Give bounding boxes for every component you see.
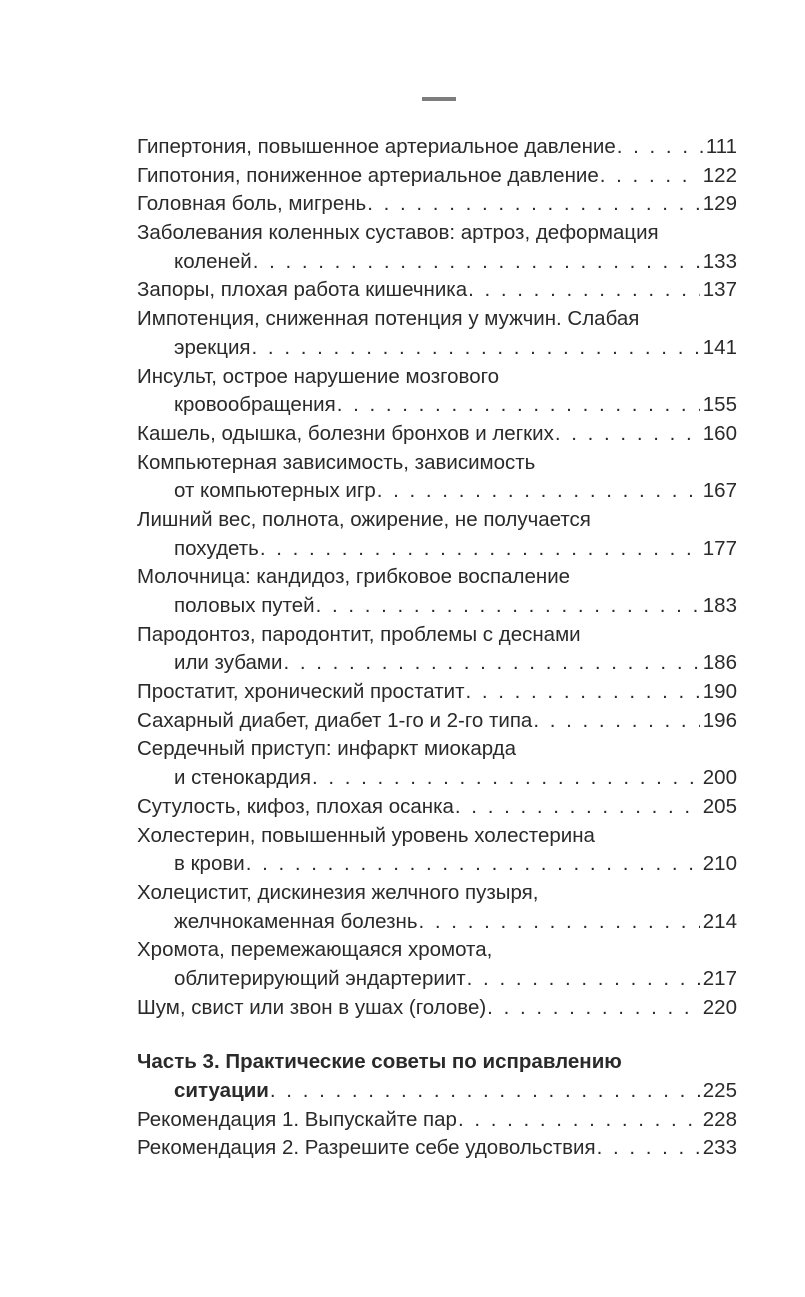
dot-leader: [312, 764, 700, 793]
toc-entry: [137, 506, 737, 535]
toc-entry: [137, 391, 737, 420]
toc-entry-page: 225: [702, 1079, 737, 1102]
toc-entry: [137, 477, 737, 506]
toc-entry-text: эрекция: [174, 335, 251, 359]
toc-entry-page: 186: [702, 651, 737, 675]
section-divider-dash-icon: [422, 97, 456, 101]
toc-entry: [137, 219, 737, 248]
toc-entry-page: 137: [702, 278, 737, 302]
toc-entry-text: Головная боль, мигрень: [137, 192, 367, 216]
toc-entry-text: Импотенция, сниженная потенция у мужчин. Слабая: [137, 307, 640, 331]
toc-entry: [137, 162, 737, 191]
toc-entry: [137, 1134, 737, 1163]
toc-entry-text: половых путей: [174, 594, 315, 617]
toc-entry-text: Простатит, хронический простатит: [137, 680, 465, 704]
toc-entry: [137, 363, 737, 392]
toc-entry-page: 200: [702, 766, 737, 790]
toc-entry: [137, 793, 737, 822]
toc-entry-text: Молочница: кандидоз, грибковое воспаление: [137, 565, 571, 589]
toc-entry: [137, 563, 737, 592]
toc-entry-text: облитерирующий эндартериит: [174, 966, 466, 990]
toc-entry-text: Сахарный диабет, диабет 1-го и 2-го типа: [137, 708, 533, 732]
toc-entry: [137, 449, 737, 478]
toc-entry-text: Гипертония, повышенное артериальное давление: [137, 135, 616, 158]
dot-leader: [600, 162, 700, 191]
toc-entry: [137, 850, 737, 879]
toc-entry: [137, 735, 737, 764]
toc-entry: [137, 305, 737, 334]
toc-entry-text: и стенокардия: [174, 766, 311, 790]
dot-leader: [597, 1134, 700, 1163]
dot-leader: [337, 391, 700, 420]
toc-entry-page: 141: [702, 335, 737, 359]
toc-entry-text: Инсульт, острое нарушение мозгового: [137, 364, 500, 388]
toc-entry-text: коленей: [174, 249, 252, 273]
toc-entry-page: 167: [702, 479, 737, 503]
toc-entry: [137, 678, 737, 707]
toc-entry-text: ситуации: [174, 1079, 269, 1102]
toc-entry-page: 196: [702, 708, 737, 732]
dot-leader: [487, 994, 700, 1023]
toc-entry-text: Рекомендация 2. Разрешите себе удовольствия: [137, 1136, 596, 1160]
toc-entry: [137, 822, 737, 851]
dot-leader: [252, 334, 700, 363]
toc-entry-text: Запоры, плохая работа кишечника: [137, 278, 468, 302]
toc-entry-text: Кашель, одышка, болезни бронхов и легких: [137, 421, 554, 445]
toc-entry-page: 177: [702, 536, 737, 560]
toc-entry-text: Лишний вес, полнота, ожирение, не получается: [137, 507, 591, 531]
toc-entry-text: Сердечный приступ: инфаркт миокарда: [137, 737, 517, 761]
toc-entry: [137, 535, 737, 564]
toc-entry: [137, 649, 737, 678]
toc-entry-page: 111: [705, 135, 737, 158]
toc-entry-text: Сутулость, кифоз, плохая осанка: [137, 794, 454, 818]
dot-leader: [617, 133, 703, 162]
toc-entry-page: 160: [702, 421, 737, 445]
toc-entry: [137, 621, 737, 650]
toc-entry-page: 217: [702, 966, 737, 990]
toc-entry: [137, 764, 737, 793]
dot-leader: [260, 535, 700, 564]
dot-leader: [465, 678, 699, 707]
dot-leader: [283, 649, 699, 678]
toc-entry: [137, 1048, 737, 1077]
toc-entry: [137, 1106, 737, 1135]
dot-leader: [316, 592, 700, 621]
toc-entry: [137, 334, 737, 363]
toc-entry-page: 214: [702, 909, 737, 933]
toc-entry-text: Пародонтоз, пародонтит, проблемы с деснами: [137, 622, 581, 646]
dot-leader: [246, 850, 700, 879]
toc-entry: [137, 190, 737, 219]
toc-entry-text: похудеть: [174, 536, 259, 560]
toc-entry-page: 129: [702, 192, 737, 216]
toc-entry-text: желчнокаменная болезнь: [174, 909, 418, 933]
dot-leader: [253, 248, 700, 277]
toc-entry: [137, 592, 737, 621]
toc-entry: [137, 936, 737, 965]
toc-entry-text: Компьютерная зависимость, зависимость: [137, 450, 536, 474]
dot-leader: [367, 190, 700, 219]
toc-entry-text: Холестерин, повышенный уровень холестерина: [137, 823, 595, 847]
dot-leader: [455, 793, 700, 822]
toc-entry-page: 228: [702, 1107, 737, 1131]
toc-entry-page: 233: [702, 1136, 737, 1160]
toc-entry: [137, 420, 737, 449]
toc-entry-text: кровообращения: [174, 393, 336, 417]
toc-entry-text: Часть 3. Практические советы по исправлению: [137, 1050, 622, 1074]
toc-entry-page: 210: [702, 852, 737, 876]
toc-entry-text: Шум, свист или звон в ушах (голове): [137, 995, 487, 1019]
toc-entry-page: 205: [702, 794, 737, 818]
toc-entry: [137, 133, 737, 162]
dot-leader: [419, 908, 700, 937]
dot-leader: [270, 1077, 700, 1106]
toc-entry-text: от компьютерных игр: [174, 479, 376, 503]
toc-entry-text: Рекомендация 1. Выпускайте пар: [137, 1107, 457, 1131]
toc-entry: [137, 965, 737, 994]
toc-entry-page: 155: [702, 393, 737, 417]
toc-entry: [137, 276, 737, 305]
toc-entry-text: Гипотония, пониженное артериальное давление: [137, 163, 599, 187]
table-of-contents: [137, 133, 737, 1163]
toc-entry-text: Холецистит, дискинезия желчного пузыря,: [137, 880, 539, 904]
toc-entry: [137, 879, 737, 908]
toc-entry: [137, 707, 737, 736]
toc-entry-text: Заболевания коленных суставов: артроз, деформация: [137, 221, 659, 245]
toc-entry-page: 183: [702, 594, 737, 617]
toc-entry: [137, 994, 737, 1023]
toc-entry: [137, 908, 737, 937]
toc-entry: [137, 1077, 737, 1106]
toc-entry-page: 133: [702, 249, 737, 273]
dot-leader: [555, 420, 700, 449]
toc-entry-text: в крови: [174, 852, 245, 876]
toc-entry-page: 220: [702, 995, 737, 1019]
dot-leader: [468, 276, 700, 305]
dot-leader: [467, 965, 700, 994]
dot-leader: [533, 707, 699, 736]
toc-entry-page: 122: [702, 163, 737, 187]
dot-leader: [458, 1106, 700, 1135]
toc-entry: [137, 248, 737, 277]
toc-entry-text: или зубами: [174, 651, 283, 675]
toc-entry-page: 190: [702, 680, 737, 704]
dot-leader: [377, 477, 700, 506]
toc-entry-text: Хромота, перемежающаяся хромота,: [137, 938, 493, 962]
